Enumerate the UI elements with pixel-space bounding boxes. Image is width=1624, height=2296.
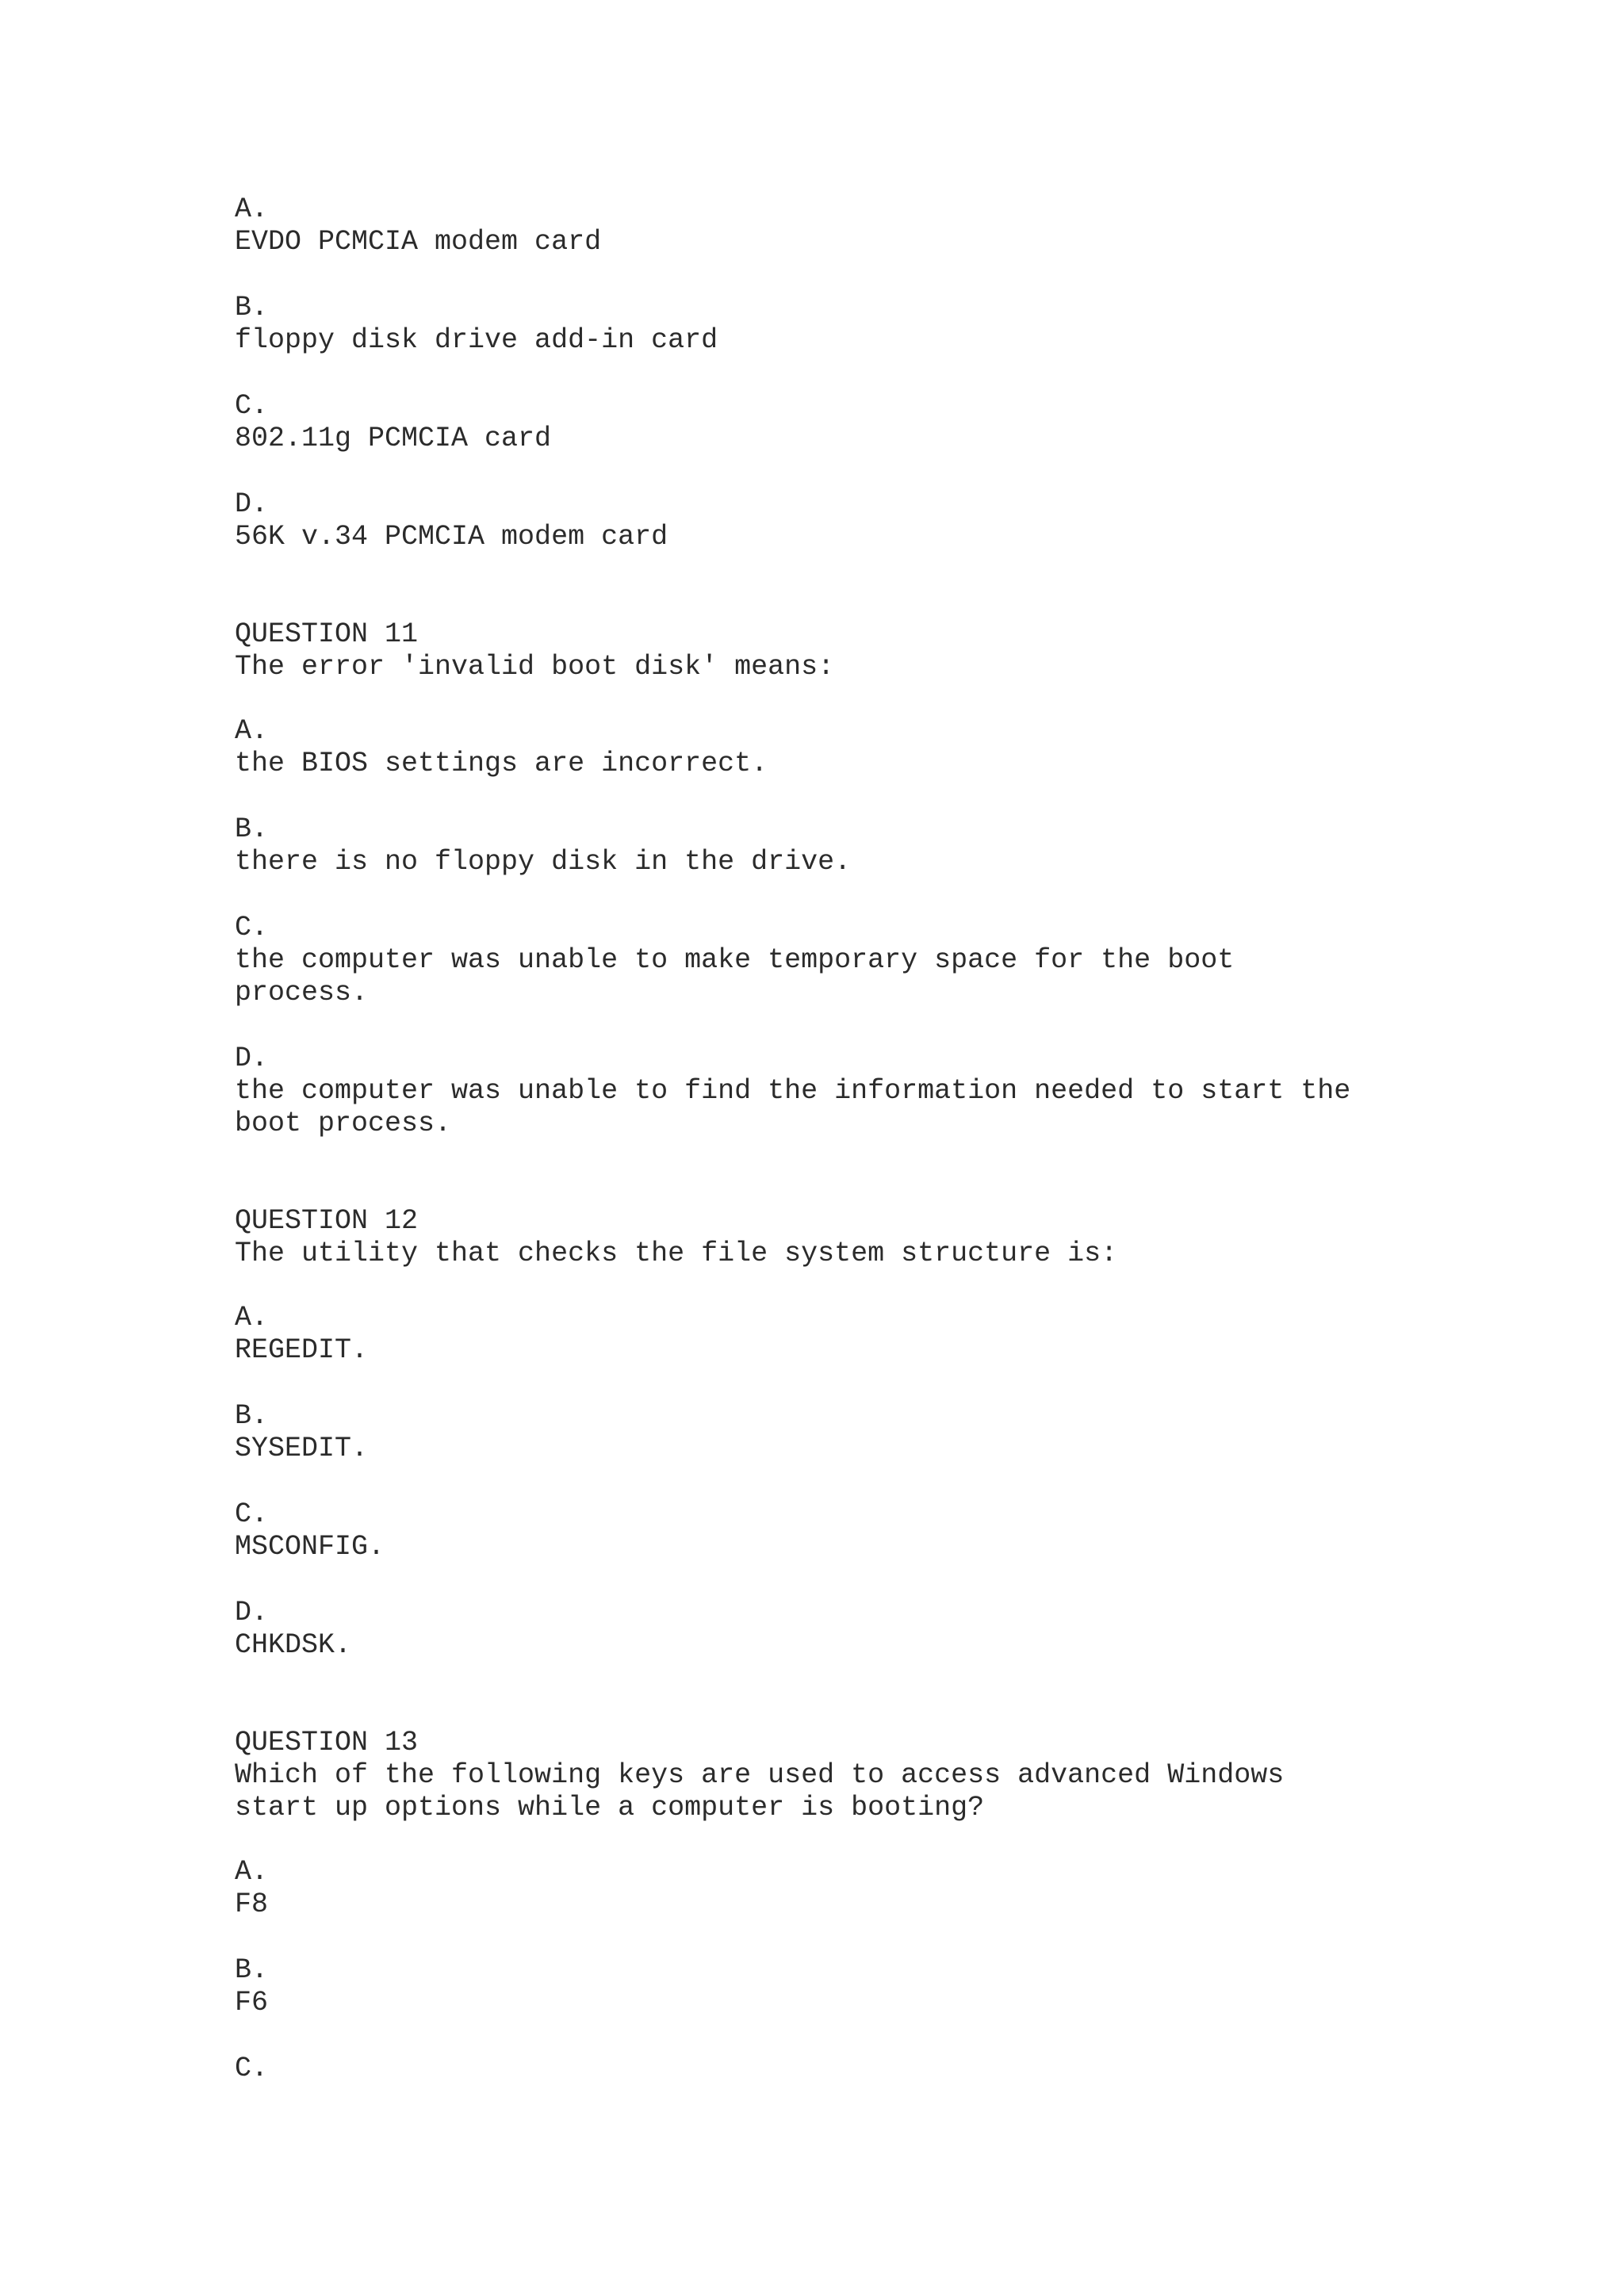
answer-option: [235, 1498, 1472, 1563]
question-number: QUESTION 11: [235, 618, 419, 650]
option-letter: D.: [235, 1597, 269, 1628]
option-text: SYSEDIT.: [235, 1433, 369, 1464]
question-number: QUESTION 13: [235, 1727, 419, 1758]
document-page: [235, 193, 1472, 2118]
option-text: MSCONFIG.: [235, 1531, 385, 1563]
option-text: process.: [235, 977, 369, 1008]
answer-option: [235, 292, 1472, 357]
answer-option: [235, 1954, 1472, 2019]
answer-option: [235, 488, 1472, 553]
option-letter: C.: [235, 2053, 269, 2084]
option-letter: A.: [235, 193, 269, 225]
answer-option: [235, 1597, 1472, 1662]
option-text: REGEDIT.: [235, 1334, 369, 1366]
option-letter: A.: [235, 715, 269, 747]
option-letter: B.: [235, 292, 269, 323]
option-text: 56K v.34 PCMCIA modem card: [235, 521, 668, 553]
option-text: the computer was unable to make temporary space for the boot: [235, 944, 1235, 976]
option-text: F8: [235, 1888, 269, 1920]
option-letter: C.: [235, 1498, 269, 1530]
answer-option: [235, 1856, 1472, 1921]
question-header: [235, 1205, 1472, 1270]
option-letter: D.: [235, 1043, 269, 1074]
option-letter: D.: [235, 488, 269, 520]
option-letter: B.: [235, 813, 269, 845]
option-text: 802.11g PCMCIA card: [235, 423, 552, 454]
question-text: The error 'invalid boot disk' means:: [235, 651, 835, 683]
question-text: Which of the following keys are used to access advanced Windows: [235, 1759, 1285, 1791]
option-letter: A.: [235, 1302, 269, 1334]
answer-option: [235, 912, 1472, 1009]
answer-option: [235, 715, 1472, 780]
answer-option: [235, 2053, 1472, 2085]
answer-option: [235, 813, 1472, 878]
question-header: [235, 618, 1472, 683]
option-text: boot process.: [235, 1108, 452, 1139]
option-text: EVDO PCMCIA modem card: [235, 226, 602, 258]
option-letter: C.: [235, 390, 269, 422]
answer-option: [235, 390, 1472, 455]
option-letter: B.: [235, 1400, 269, 1432]
answer-option: [235, 1302, 1472, 1367]
answer-option: [235, 1400, 1472, 1465]
option-text: there is no floppy disk in the drive.: [235, 846, 852, 878]
option-text: the computer was unable to find the information needed to start the: [235, 1075, 1351, 1107]
answer-option: [235, 1043, 1472, 1140]
option-letter: B.: [235, 1954, 269, 1986]
option-letter: A.: [235, 1856, 269, 1888]
option-text: the BIOS settings are incorrect.: [235, 748, 768, 779]
question-header: [235, 1727, 1472, 1824]
question-text: start up options while a computer is booting?: [235, 1792, 985, 1823]
option-text: floppy disk drive add-in card: [235, 324, 718, 356]
answer-option: [235, 193, 1472, 258]
option-text: CHKDSK.: [235, 1629, 352, 1661]
question-number: QUESTION 12: [235, 1205, 419, 1237]
option-letter: C.: [235, 912, 269, 943]
option-text: F6: [235, 1987, 269, 2019]
question-text: The utility that checks the file system structure is:: [235, 1238, 1118, 1269]
